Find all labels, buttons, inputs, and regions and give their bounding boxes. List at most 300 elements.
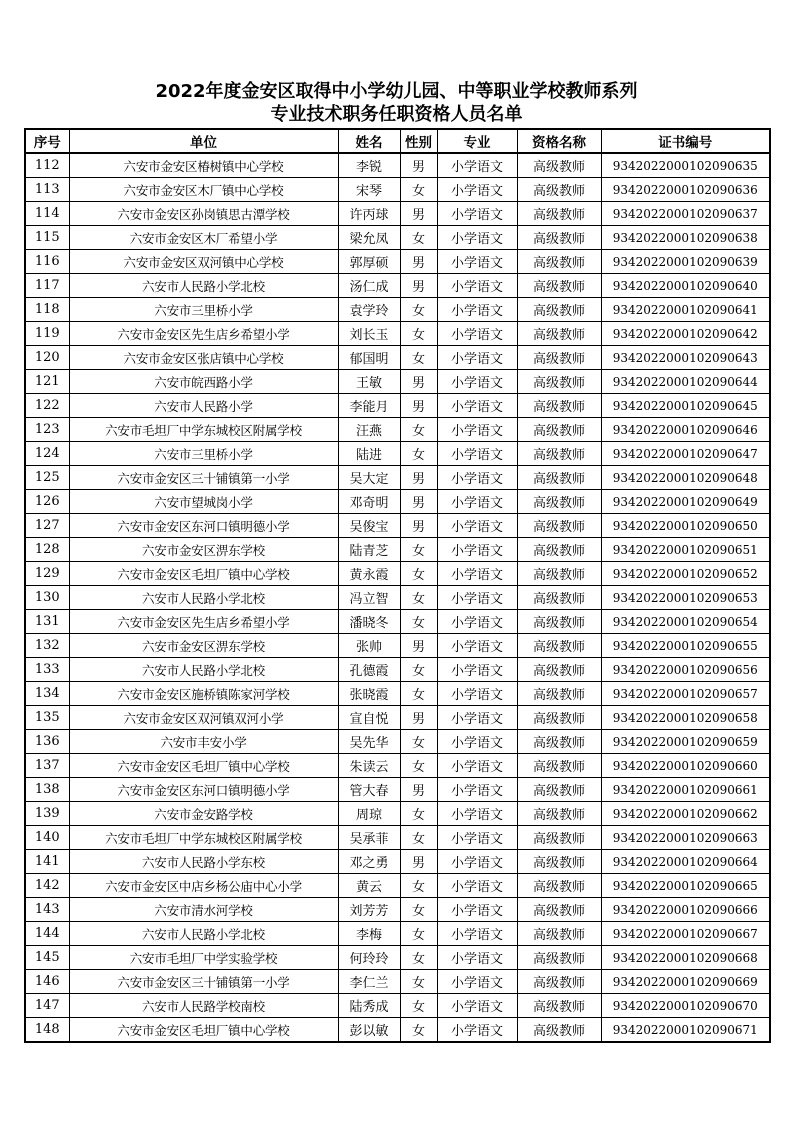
cell-qualification: 高级教师 xyxy=(517,874,601,898)
cell-name: 郭厚硕 xyxy=(338,250,400,274)
cell-unit: 六安市金安区毛坦厂镇中心学校 xyxy=(69,754,338,778)
cell-gender: 女 xyxy=(400,418,437,442)
table-row xyxy=(25,994,770,1018)
cell-unit: 六安市金安区东河口镇明德小学 xyxy=(69,778,338,802)
cell-cert: 9342022000102090651 xyxy=(601,538,770,562)
cell-major: 小学语文 xyxy=(437,370,517,394)
cell-seq: 140 xyxy=(25,826,69,850)
cell-cert: 9342022000102090664 xyxy=(601,850,770,874)
cell-qualification: 高级教师 xyxy=(517,946,601,970)
header-qualification: 资格名称 xyxy=(517,129,601,153)
cell-unit: 六安市金安区孙岗镇思古潭学校 xyxy=(69,202,338,226)
table-row xyxy=(25,706,770,730)
cell-seq: 112 xyxy=(25,153,69,178)
cell-gender: 女 xyxy=(400,562,437,586)
cell-gender: 女 xyxy=(400,226,437,250)
cell-name: 汪燕 xyxy=(338,418,400,442)
cell-qualification: 高级教师 xyxy=(517,562,601,586)
cell-major: 小学语文 xyxy=(437,922,517,946)
cell-seq: 126 xyxy=(25,490,69,514)
cell-major: 小学语文 xyxy=(437,418,517,442)
cell-gender: 男 xyxy=(400,274,437,298)
cell-unit: 六安市毛坦厂中学东城校区附属学校 xyxy=(69,826,338,850)
cell-seq: 115 xyxy=(25,226,69,250)
cell-gender: 女 xyxy=(400,442,437,466)
cell-gender: 女 xyxy=(400,730,437,754)
cell-name: 刘芳芳 xyxy=(338,898,400,922)
cell-unit: 六安市三里桥小学 xyxy=(69,298,338,322)
table-row xyxy=(25,490,770,514)
cell-unit: 六安市人民路小学北校 xyxy=(69,922,338,946)
cell-major: 小学语文 xyxy=(437,994,517,1018)
cell-major: 小学语文 xyxy=(437,586,517,610)
cell-seq: 134 xyxy=(25,682,69,706)
cell-major: 小学语文 xyxy=(437,202,517,226)
table-row xyxy=(25,754,770,778)
cell-seq: 144 xyxy=(25,922,69,946)
cell-cert: 9342022000102090667 xyxy=(601,922,770,946)
table-row xyxy=(25,274,770,298)
cell-name: 刘长玉 xyxy=(338,322,400,346)
table-row xyxy=(25,418,770,442)
cell-cert: 9342022000102090659 xyxy=(601,730,770,754)
personnel-table xyxy=(24,128,771,1043)
cell-name: 李仁兰 xyxy=(338,970,400,994)
cell-gender: 男 xyxy=(400,850,437,874)
cell-cert: 9342022000102090635 xyxy=(601,153,770,178)
cell-major: 小学语文 xyxy=(437,346,517,370)
header-unit: 单位 xyxy=(69,129,338,153)
cell-qualification: 高级教师 xyxy=(517,1018,601,1043)
cell-name: 宣自悦 xyxy=(338,706,400,730)
cell-gender: 女 xyxy=(400,610,437,634)
cell-qualification: 高级教师 xyxy=(517,850,601,874)
cell-unit: 六安市丰安小学 xyxy=(69,730,338,754)
header-major: 专业 xyxy=(437,129,517,153)
cell-qualification: 高级教师 xyxy=(517,418,601,442)
cell-gender: 女 xyxy=(400,802,437,826)
cell-seq: 130 xyxy=(25,586,69,610)
cell-gender: 男 xyxy=(400,394,437,418)
cell-gender: 女 xyxy=(400,586,437,610)
cell-name: 邓之勇 xyxy=(338,850,400,874)
cell-cert: 9342022000102090636 xyxy=(601,178,770,202)
table-row xyxy=(25,562,770,586)
cell-qualification: 高级教师 xyxy=(517,322,601,346)
cell-cert: 9342022000102090643 xyxy=(601,346,770,370)
cell-major: 小学语文 xyxy=(437,898,517,922)
cell-unit: 六安市三里桥小学 xyxy=(69,442,338,466)
cell-major: 小学语文 xyxy=(437,706,517,730)
cell-unit: 六安市人民路小学北校 xyxy=(69,274,338,298)
cell-gender: 男 xyxy=(400,490,437,514)
cell-seq: 147 xyxy=(25,994,69,1018)
cell-qualification: 高级教师 xyxy=(517,466,601,490)
cell-name: 吴大定 xyxy=(338,466,400,490)
cell-qualification: 高级教师 xyxy=(517,490,601,514)
cell-name: 郁国明 xyxy=(338,346,400,370)
cell-seq: 129 xyxy=(25,562,69,586)
cell-gender: 女 xyxy=(400,946,437,970)
table-row xyxy=(25,466,770,490)
cell-unit: 六安市人民路学校南校 xyxy=(69,994,338,1018)
cell-seq: 133 xyxy=(25,658,69,682)
cell-unit: 六安市金安区东河口镇明德小学 xyxy=(69,514,338,538)
cell-major: 小学语文 xyxy=(437,850,517,874)
cell-name: 吴俊宝 xyxy=(338,514,400,538)
cell-cert: 9342022000102090663 xyxy=(601,826,770,850)
cell-unit: 六安市金安区毛坦厂镇中心学校 xyxy=(69,1018,338,1043)
cell-unit: 六安市金安路学校 xyxy=(69,802,338,826)
cell-seq: 145 xyxy=(25,946,69,970)
table-row xyxy=(25,634,770,658)
cell-seq: 123 xyxy=(25,418,69,442)
cell-unit: 六安市金安区先生店乡希望小学 xyxy=(69,610,338,634)
cell-seq: 114 xyxy=(25,202,69,226)
cell-unit: 六安市金安区双河镇双河小学 xyxy=(69,706,338,730)
cell-qualification: 高级教师 xyxy=(517,802,601,826)
cell-cert: 9342022000102090649 xyxy=(601,490,770,514)
cell-cert: 9342022000102090648 xyxy=(601,466,770,490)
cell-gender: 女 xyxy=(400,970,437,994)
cell-qualification: 高级教师 xyxy=(517,394,601,418)
table-row xyxy=(25,153,770,178)
cell-cert: 9342022000102090669 xyxy=(601,970,770,994)
cell-cert: 9342022000102090658 xyxy=(601,706,770,730)
cell-gender: 男 xyxy=(400,466,437,490)
cell-cert: 9342022000102090647 xyxy=(601,442,770,466)
cell-cert: 9342022000102090645 xyxy=(601,394,770,418)
table-row xyxy=(25,850,770,874)
cell-cert: 9342022000102090653 xyxy=(601,586,770,610)
cell-cert: 9342022000102090656 xyxy=(601,658,770,682)
cell-name: 吴承菲 xyxy=(338,826,400,850)
table-row xyxy=(25,514,770,538)
cell-gender: 女 xyxy=(400,322,437,346)
cell-unit: 六安市金安区中店乡杨公庙中心小学 xyxy=(69,874,338,898)
cell-unit: 六安市金安区三十铺镇第一小学 xyxy=(69,970,338,994)
cell-cert: 9342022000102090657 xyxy=(601,682,770,706)
cell-major: 小学语文 xyxy=(437,874,517,898)
header-cert: 证书编号 xyxy=(601,129,770,153)
cell-name: 李梅 xyxy=(338,922,400,946)
cell-qualification: 高级教师 xyxy=(517,442,601,466)
cell-gender: 女 xyxy=(400,922,437,946)
cell-name: 陆青芝 xyxy=(338,538,400,562)
header-seq: 序号 xyxy=(25,129,69,153)
cell-gender: 女 xyxy=(400,658,437,682)
cell-cert: 9342022000102090671 xyxy=(601,1018,770,1043)
cell-seq: 116 xyxy=(25,250,69,274)
cell-unit: 六安市人民路小学东校 xyxy=(69,850,338,874)
cell-name: 彭以敏 xyxy=(338,1018,400,1043)
cell-name: 黄云 xyxy=(338,874,400,898)
cell-unit: 六安市金安区三十铺镇第一小学 xyxy=(69,466,338,490)
cell-gender: 女 xyxy=(400,538,437,562)
cell-gender: 男 xyxy=(400,202,437,226)
header-gender: 性别 xyxy=(400,129,437,153)
cell-major: 小学语文 xyxy=(437,634,517,658)
cell-qualification: 高级教师 xyxy=(517,153,601,178)
cell-gender: 女 xyxy=(400,754,437,778)
cell-cert: 9342022000102090638 xyxy=(601,226,770,250)
cell-major: 小学语文 xyxy=(437,562,517,586)
cell-seq: 135 xyxy=(25,706,69,730)
cell-qualification: 高级教师 xyxy=(517,610,601,634)
cell-major: 小学语文 xyxy=(437,754,517,778)
cell-name: 张帅 xyxy=(338,634,400,658)
table-row xyxy=(25,946,770,970)
cell-major: 小学语文 xyxy=(437,658,517,682)
cell-qualification: 高级教师 xyxy=(517,178,601,202)
cell-gender: 男 xyxy=(400,370,437,394)
cell-name: 宋琴 xyxy=(338,178,400,202)
table-row xyxy=(25,970,770,994)
cell-qualification: 高级教师 xyxy=(517,226,601,250)
table-row xyxy=(25,730,770,754)
cell-seq: 141 xyxy=(25,850,69,874)
cell-name: 管大春 xyxy=(338,778,400,802)
cell-gender: 男 xyxy=(400,634,437,658)
cell-qualification: 高级教师 xyxy=(517,754,601,778)
cell-major: 小学语文 xyxy=(437,442,517,466)
cell-unit: 六安市人民路小学北校 xyxy=(69,658,338,682)
cell-unit: 六安市毛坦厂中学东城校区附属学校 xyxy=(69,418,338,442)
cell-unit: 六安市金安区先生店乡希望小学 xyxy=(69,322,338,346)
cell-cert: 9342022000102090665 xyxy=(601,874,770,898)
cell-seq: 128 xyxy=(25,538,69,562)
cell-seq: 137 xyxy=(25,754,69,778)
cell-qualification: 高级教师 xyxy=(517,730,601,754)
cell-qualification: 高级教师 xyxy=(517,370,601,394)
table-row xyxy=(25,538,770,562)
cell-major: 小学语文 xyxy=(437,274,517,298)
table-row xyxy=(25,586,770,610)
cell-qualification: 高级教师 xyxy=(517,274,601,298)
table-row xyxy=(25,610,770,634)
cell-major: 小学语文 xyxy=(437,490,517,514)
cell-name: 潘晓冬 xyxy=(338,610,400,634)
table-row xyxy=(25,346,770,370)
cell-unit: 六安市金安区淠东学校 xyxy=(69,634,338,658)
cell-gender: 女 xyxy=(400,826,437,850)
table-row xyxy=(25,802,770,826)
cell-qualification: 高级教师 xyxy=(517,586,601,610)
cell-qualification: 高级教师 xyxy=(517,538,601,562)
cell-major: 小学语文 xyxy=(437,322,517,346)
cell-seq: 118 xyxy=(25,298,69,322)
cell-cert: 9342022000102090668 xyxy=(601,946,770,970)
table-row xyxy=(25,922,770,946)
cell-seq: 143 xyxy=(25,898,69,922)
cell-qualification: 高级教师 xyxy=(517,634,601,658)
cell-major: 小学语文 xyxy=(437,394,517,418)
cell-gender: 女 xyxy=(400,346,437,370)
cell-cert: 9342022000102090661 xyxy=(601,778,770,802)
cell-major: 小学语文 xyxy=(437,946,517,970)
cell-gender: 男 xyxy=(400,514,437,538)
table-row xyxy=(25,178,770,202)
table-header-row xyxy=(25,129,770,153)
cell-qualification: 高级教师 xyxy=(517,826,601,850)
cell-cert: 9342022000102090639 xyxy=(601,250,770,274)
cell-qualification: 高级教师 xyxy=(517,658,601,682)
table-row xyxy=(25,442,770,466)
table-row xyxy=(25,898,770,922)
cell-gender: 男 xyxy=(400,778,437,802)
cell-cert: 9342022000102090655 xyxy=(601,634,770,658)
cell-seq: 138 xyxy=(25,778,69,802)
cell-qualification: 高级教师 xyxy=(517,778,601,802)
document-title-line-1: 2022年度金安区取得中小学幼儿园、中等职业学校教师系列 xyxy=(155,81,638,102)
cell-qualification: 高级教师 xyxy=(517,706,601,730)
table-body xyxy=(25,153,770,1042)
cell-unit: 六安市毛坦厂中学实验学校 xyxy=(69,946,338,970)
cell-unit: 六安市金安区木厂希望小学 xyxy=(69,226,338,250)
cell-seq: 124 xyxy=(25,442,69,466)
cell-cert: 9342022000102090642 xyxy=(601,322,770,346)
table-row xyxy=(25,322,770,346)
cell-major: 小学语文 xyxy=(437,826,517,850)
cell-seq: 119 xyxy=(25,322,69,346)
cell-cert: 9342022000102090646 xyxy=(601,418,770,442)
cell-major: 小学语文 xyxy=(437,298,517,322)
cell-name: 冯立智 xyxy=(338,586,400,610)
cell-major: 小学语文 xyxy=(437,1018,517,1043)
cell-gender: 女 xyxy=(400,298,437,322)
cell-major: 小学语文 xyxy=(437,178,517,202)
cell-gender: 男 xyxy=(400,153,437,178)
cell-cert: 9342022000102090637 xyxy=(601,202,770,226)
cell-cert: 9342022000102090644 xyxy=(601,370,770,394)
cell-unit: 六安市金安区椿树镇中心学校 xyxy=(69,153,338,178)
table-row xyxy=(25,658,770,682)
cell-cert: 9342022000102090662 xyxy=(601,802,770,826)
cell-major: 小学语文 xyxy=(437,514,517,538)
cell-unit: 六安市人民路小学 xyxy=(69,394,338,418)
cell-name: 陆进 xyxy=(338,442,400,466)
cell-major: 小学语文 xyxy=(437,226,517,250)
cell-cert: 9342022000102090650 xyxy=(601,514,770,538)
cell-unit: 六安市望城岗小学 xyxy=(69,490,338,514)
cell-name: 王敏 xyxy=(338,370,400,394)
cell-gender: 男 xyxy=(400,250,437,274)
cell-name: 吴先华 xyxy=(338,730,400,754)
table-row xyxy=(25,298,770,322)
cell-gender: 女 xyxy=(400,874,437,898)
cell-seq: 117 xyxy=(25,274,69,298)
cell-seq: 125 xyxy=(25,466,69,490)
cell-qualification: 高级教师 xyxy=(517,994,601,1018)
cell-seq: 122 xyxy=(25,394,69,418)
cell-name: 张晓霞 xyxy=(338,682,400,706)
cell-gender: 女 xyxy=(400,682,437,706)
table-row xyxy=(25,250,770,274)
cell-unit: 六安市金安区淠东学校 xyxy=(69,538,338,562)
cell-name: 梁允凤 xyxy=(338,226,400,250)
cell-gender: 男 xyxy=(400,706,437,730)
table-row xyxy=(25,370,770,394)
cell-seq: 113 xyxy=(25,178,69,202)
cell-name: 许丙球 xyxy=(338,202,400,226)
cell-seq: 142 xyxy=(25,874,69,898)
cell-cert: 9342022000102090666 xyxy=(601,898,770,922)
table-row xyxy=(25,874,770,898)
cell-seq: 148 xyxy=(25,1018,69,1043)
cell-seq: 146 xyxy=(25,970,69,994)
cell-cert: 9342022000102090640 xyxy=(601,274,770,298)
table-row xyxy=(25,226,770,250)
document-title-line-2: 专业技术职务任职资格人员名单 xyxy=(270,104,523,125)
header-name: 姓名 xyxy=(338,129,400,153)
cell-unit: 六安市金安区施桥镇陈家河学校 xyxy=(69,682,338,706)
cell-major: 小学语文 xyxy=(437,730,517,754)
cell-unit: 六安市金安区毛坦厂镇中心学校 xyxy=(69,562,338,586)
cell-seq: 136 xyxy=(25,730,69,754)
cell-cert: 9342022000102090660 xyxy=(601,754,770,778)
cell-seq: 131 xyxy=(25,610,69,634)
cell-unit: 六安市金安区张店镇中心学校 xyxy=(69,346,338,370)
cell-unit: 六安市金安区双河镇中心学校 xyxy=(69,250,338,274)
cell-name: 陆秀成 xyxy=(338,994,400,1018)
table-row xyxy=(25,778,770,802)
cell-gender: 女 xyxy=(400,178,437,202)
cell-major: 小学语文 xyxy=(437,802,517,826)
cell-qualification: 高级教师 xyxy=(517,298,601,322)
cell-major: 小学语文 xyxy=(437,682,517,706)
cell-qualification: 高级教师 xyxy=(517,202,601,226)
cell-name: 何玲玲 xyxy=(338,946,400,970)
cell-qualification: 高级教师 xyxy=(517,682,601,706)
table-row xyxy=(25,394,770,418)
cell-name: 孔德霞 xyxy=(338,658,400,682)
cell-name: 邓奇明 xyxy=(338,490,400,514)
cell-name: 朱读云 xyxy=(338,754,400,778)
cell-gender: 女 xyxy=(400,1018,437,1043)
cell-unit: 六安市皖西路小学 xyxy=(69,370,338,394)
cell-qualification: 高级教师 xyxy=(517,346,601,370)
table-row xyxy=(25,202,770,226)
cell-qualification: 高级教师 xyxy=(517,898,601,922)
table-row xyxy=(25,826,770,850)
table-row xyxy=(25,1018,770,1043)
cell-cert: 9342022000102090652 xyxy=(601,562,770,586)
cell-seq: 121 xyxy=(25,370,69,394)
cell-name: 李锐 xyxy=(338,153,400,178)
cell-name: 周琼 xyxy=(338,802,400,826)
cell-name: 李能月 xyxy=(338,394,400,418)
cell-qualification: 高级教师 xyxy=(517,250,601,274)
cell-seq: 120 xyxy=(25,346,69,370)
cell-name: 黄永霞 xyxy=(338,562,400,586)
cell-name: 袁学玲 xyxy=(338,298,400,322)
table-row xyxy=(25,682,770,706)
cell-qualification: 高级教师 xyxy=(517,970,601,994)
cell-seq: 132 xyxy=(25,634,69,658)
cell-qualification: 高级教师 xyxy=(517,922,601,946)
cell-cert: 9342022000102090641 xyxy=(601,298,770,322)
cell-qualification: 高级教师 xyxy=(517,514,601,538)
cell-seq: 127 xyxy=(25,514,69,538)
cell-gender: 女 xyxy=(400,994,437,1018)
cell-seq: 139 xyxy=(25,802,69,826)
cell-major: 小学语文 xyxy=(437,153,517,178)
cell-name: 汤仁成 xyxy=(338,274,400,298)
cell-major: 小学语文 xyxy=(437,610,517,634)
cell-major: 小学语文 xyxy=(437,250,517,274)
cell-unit: 六安市清水河学校 xyxy=(69,898,338,922)
cell-cert: 9342022000102090670 xyxy=(601,994,770,1018)
